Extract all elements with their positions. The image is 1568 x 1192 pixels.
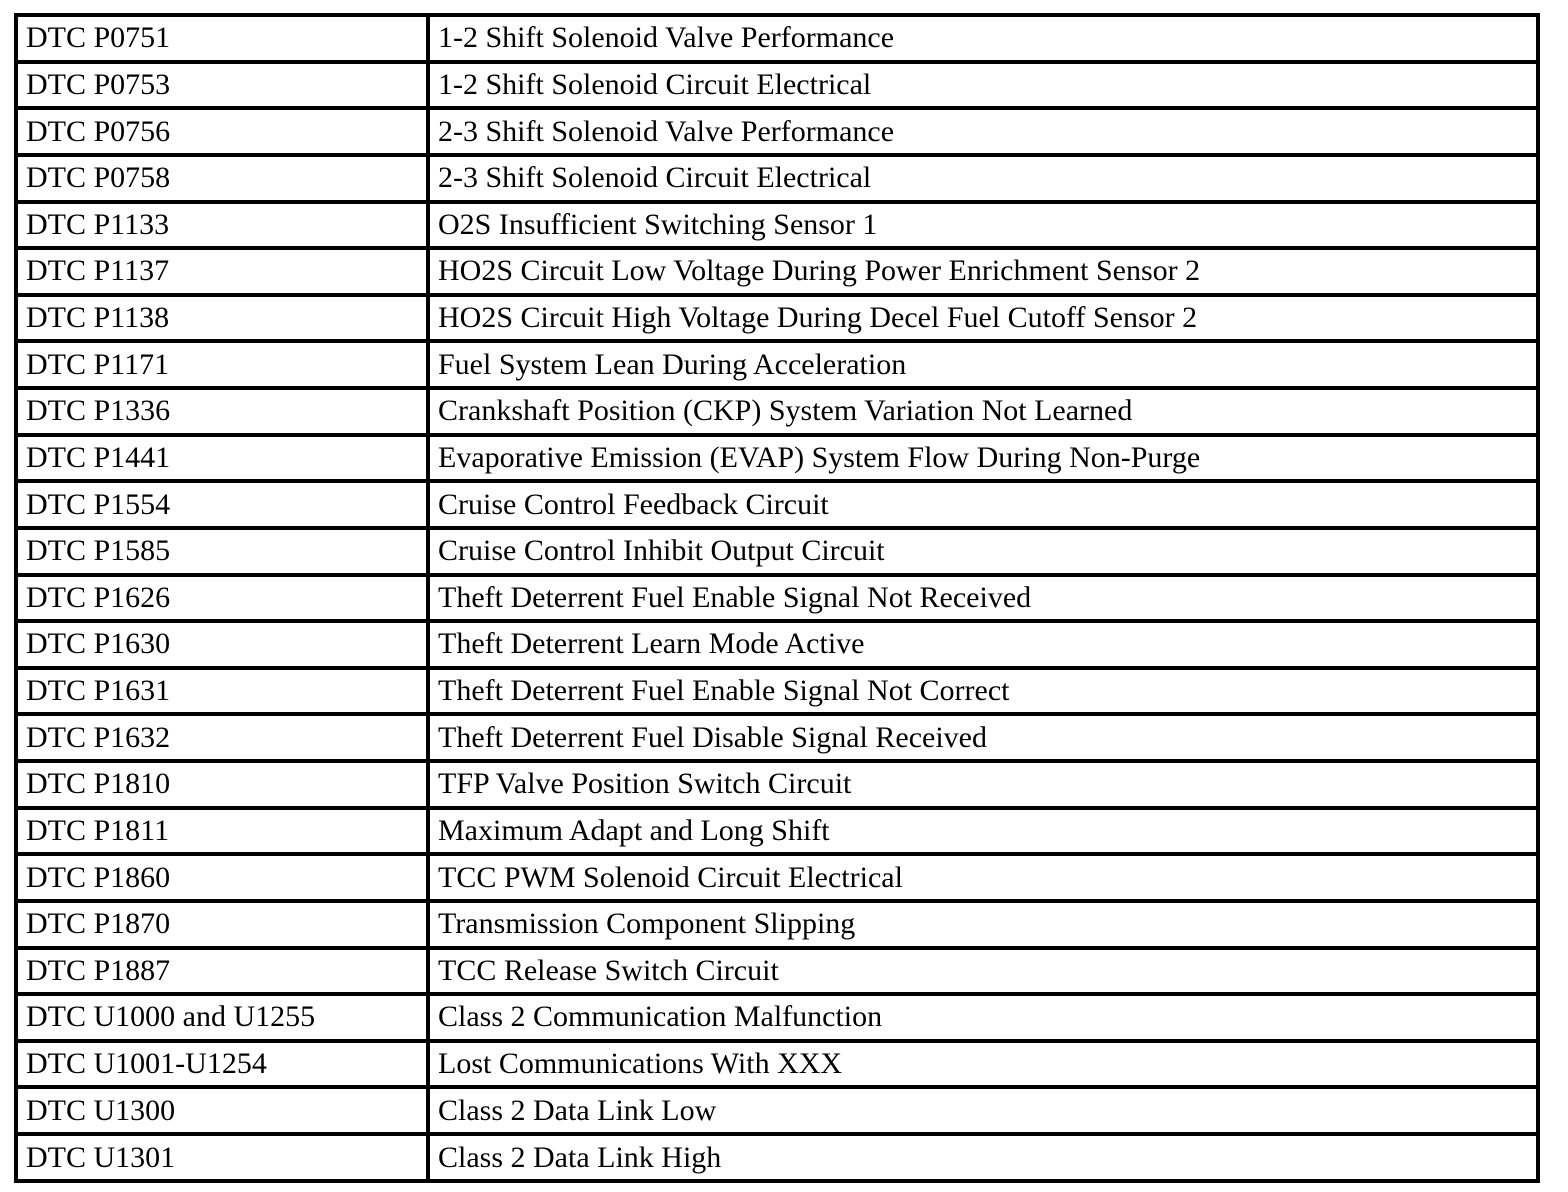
dtc-description-cell: Theft Deterrent Fuel Enable Signal Not Correct (428, 668, 1538, 715)
dtc-description-cell: HO2S Circuit Low Voltage During Power Enrichment Sensor 2 (428, 248, 1538, 295)
table-row (16, 1134, 1538, 1181)
dtc-code-cell: DTC P1870 (16, 901, 428, 948)
table-row (16, 575, 1538, 622)
dtc-code-cell: DTC P1585 (16, 528, 428, 575)
table-row (16, 155, 1538, 202)
table-row (16, 202, 1538, 249)
dtc-description-cell: HO2S Circuit High Voltage During Decel Fuel Cutoff Sensor 2 (428, 295, 1538, 342)
table-row (16, 15, 1538, 62)
dtc-description-cell: 2-3 Shift Solenoid Circuit Electrical (428, 155, 1538, 202)
table-row (16, 62, 1538, 109)
table-row (16, 1041, 1538, 1088)
dtc-description-cell: Class 2 Data Link High (428, 1134, 1538, 1181)
dtc-description-cell: Theft Deterrent Fuel Enable Signal Not Received (428, 575, 1538, 622)
table-row (16, 948, 1538, 995)
table-row (16, 481, 1538, 528)
table-row (16, 761, 1538, 808)
table-row (16, 714, 1538, 761)
dtc-code-cell: DTC P1630 (16, 621, 428, 668)
table-row (16, 248, 1538, 295)
dtc-code-cell: DTC P0753 (16, 62, 428, 109)
dtc-code-cell: DTC U1300 (16, 1087, 428, 1134)
table-row (16, 1087, 1538, 1134)
dtc-code-cell: DTC U1000 and U1255 (16, 994, 428, 1041)
dtc-description-cell: 1-2 Shift Solenoid Valve Performance (428, 15, 1538, 62)
dtc-code-cell: DTC P1336 (16, 388, 428, 435)
dtc-description-cell: Class 2 Communication Malfunction (428, 994, 1538, 1041)
table-row (16, 341, 1538, 388)
dtc-code-cell: DTC P1860 (16, 854, 428, 901)
dtc-code-cell: DTC P0756 (16, 108, 428, 155)
dtc-description-cell: Fuel System Lean During Acceleration (428, 341, 1538, 388)
dtc-code-cell: DTC P1441 (16, 435, 428, 482)
dtc-table (14, 13, 1540, 1183)
dtc-description-cell: TCC PWM Solenoid Circuit Electrical (428, 854, 1538, 901)
table-row (16, 295, 1538, 342)
dtc-code-cell: DTC P1632 (16, 714, 428, 761)
dtc-description-cell: Theft Deterrent Learn Mode Active (428, 621, 1538, 668)
table-row (16, 668, 1538, 715)
dtc-description-cell: Lost Communications With XXX (428, 1041, 1538, 1088)
dtc-description-cell: Class 2 Data Link Low (428, 1087, 1538, 1134)
dtc-description-cell: Transmission Component Slipping (428, 901, 1538, 948)
dtc-code-cell: DTC P1137 (16, 248, 428, 295)
dtc-code-cell: DTC U1301 (16, 1134, 428, 1181)
table-row (16, 528, 1538, 575)
table-row (16, 994, 1538, 1041)
dtc-code-cell: DTC P0758 (16, 155, 428, 202)
dtc-code-cell: DTC P1887 (16, 948, 428, 995)
dtc-table-body (16, 15, 1538, 1181)
table-row (16, 621, 1538, 668)
dtc-description-cell: 2-3 Shift Solenoid Valve Performance (428, 108, 1538, 155)
dtc-description-cell: O2S Insufficient Switching Sensor 1 (428, 202, 1538, 249)
dtc-code-cell: DTC P1554 (16, 481, 428, 528)
dtc-description-cell: TFP Valve Position Switch Circuit (428, 761, 1538, 808)
dtc-description-cell: Crankshaft Position (CKP) System Variation Not Learned (428, 388, 1538, 435)
table-row (16, 108, 1538, 155)
dtc-code-cell: DTC P1810 (16, 761, 428, 808)
dtc-description-cell: Theft Deterrent Fuel Disable Signal Received (428, 714, 1538, 761)
dtc-code-cell: DTC U1001-U1254 (16, 1041, 428, 1088)
dtc-code-cell: DTC P1171 (16, 341, 428, 388)
dtc-code-cell: DTC P1133 (16, 202, 428, 249)
dtc-description-cell: 1-2 Shift Solenoid Circuit Electrical (428, 62, 1538, 109)
table-row (16, 901, 1538, 948)
table-row (16, 854, 1538, 901)
dtc-code-cell: DTC P1626 (16, 575, 428, 622)
dtc-code-cell: DTC P1138 (16, 295, 428, 342)
dtc-code-cell: DTC P1811 (16, 808, 428, 855)
dtc-description-cell: Evaporative Emission (EVAP) System Flow During Non-Purge (428, 435, 1538, 482)
table-row (16, 808, 1538, 855)
dtc-description-cell: Cruise Control Inhibit Output Circuit (428, 528, 1538, 575)
dtc-description-cell: TCC Release Switch Circuit (428, 948, 1538, 995)
dtc-description-cell: Maximum Adapt and Long Shift (428, 808, 1538, 855)
dtc-code-cell: DTC P1631 (16, 668, 428, 715)
dtc-description-cell: Cruise Control Feedback Circuit (428, 481, 1538, 528)
dtc-code-cell: DTC P0751 (16, 15, 428, 62)
table-row (16, 388, 1538, 435)
table-row (16, 435, 1538, 482)
